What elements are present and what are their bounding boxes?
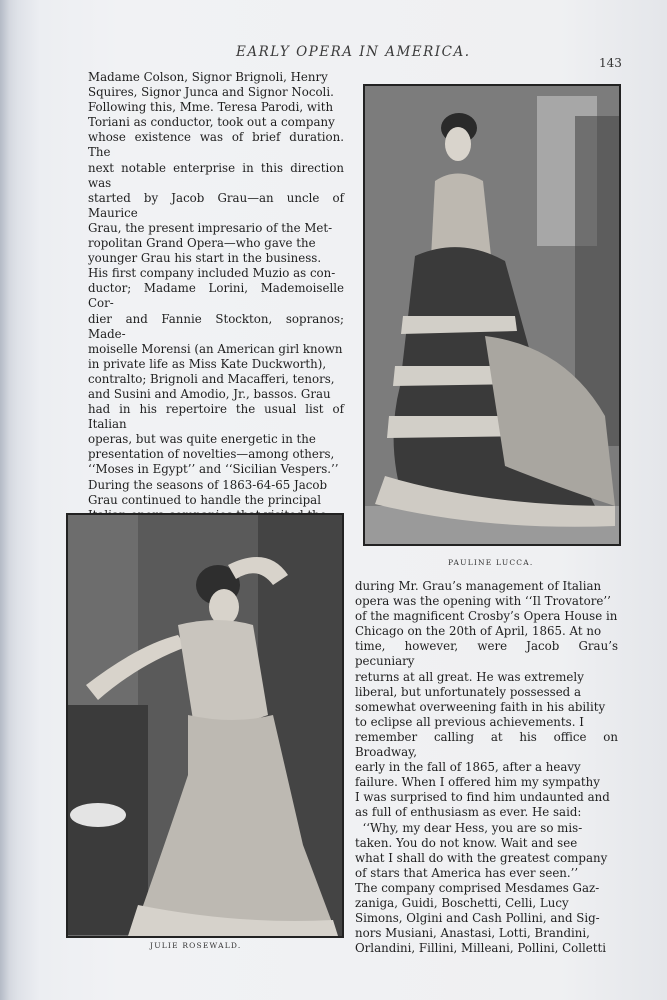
- text-line: During the seasons of 1863-64-65 Jacob: [88, 477, 328, 492]
- text-line: taken. You do not know. Wait and see: [355, 835, 578, 850]
- text-line: early in the fall of 1865, after a heavy: [355, 760, 581, 775]
- portrait-photo-julie-rosewald: [66, 513, 344, 938]
- text-line: of the magnificent Crosby’s Opera House in: [355, 609, 618, 624]
- text-line: remember calling at his office on Broadway,: [355, 729, 618, 760]
- figure-caption-julie-rosewald: JULIE ROSEWALD.: [150, 941, 242, 950]
- portrait-photo-pauline-lucca: [363, 84, 621, 546]
- text-line: ductor; Madame Lorini, Mademoiselle Cor-: [88, 281, 344, 311]
- text-line: whose existence was of brief duration. The: [88, 130, 344, 160]
- text-line: presentation of novelties—among others,: [88, 447, 335, 462]
- text-line: ‘‘Moses in Egypt’’ and ‘‘Sicilian Vespers.’’: [88, 462, 339, 477]
- text-line: Toriani as conductor, took out a company: [88, 115, 335, 130]
- text-line: in private life as Miss Kate Duckworth),: [88, 356, 327, 371]
- right-column-text: [355, 579, 618, 956]
- text-line: liberal, but unfortunately possessed a: [355, 684, 582, 699]
- running-title: EARLY OPERA IN AMERICA.: [236, 44, 471, 60]
- text-line: Madame Colson, Signor Brignoli, Henry: [88, 70, 328, 84]
- text-line: started by Jacob Grau—an uncle of Maurice: [88, 190, 344, 220]
- portrait-illustration: [68, 515, 342, 936]
- portrait-illustration: [365, 86, 619, 544]
- text-line: moiselle Morensi (an American girl known: [88, 341, 343, 356]
- text-line: Squires, Signor Junca and Signor Nocoli.: [88, 85, 334, 100]
- text-line: Simons, Olgini and Cash Pollini, and Sig-: [355, 911, 600, 926]
- text-line: Orlandini, Fillini, Milleani, Pollini, Colletti: [355, 941, 607, 956]
- text-line: as full of enthusiasm as ever. He said:: [355, 805, 582, 820]
- text-line: and Susini and Amodio, Jr., bassos. Grau: [88, 386, 331, 401]
- text-line: had in his repertoire the usual list of Italian: [88, 402, 344, 432]
- text-line: what I shall do with the greatest company: [355, 850, 608, 865]
- text-line: somewhat overweening faith in his ability: [355, 699, 606, 714]
- text-line: I was surprised to find him undaunted and: [355, 790, 610, 805]
- text-line: zaniga, Guidi, Boschetti, Celli, Lucy: [355, 895, 569, 910]
- text-line: of stars that America has ever seen.’’: [355, 865, 579, 880]
- text-line: Chicago on the 20th of April, 1865. At no: [355, 624, 602, 639]
- left-column-text: [88, 70, 344, 583]
- text-line: The company comprised Mesdames Gaz-: [355, 880, 600, 895]
- book-spine-shadow: [0, 0, 10, 1000]
- text-line: operas, but was quite energetic in the: [88, 432, 316, 447]
- text-line: returns at all great. He was extremely: [355, 669, 584, 684]
- text-line: ‘‘Why, my dear Hess, you are so mis-: [355, 820, 583, 835]
- text-line: contralto; Brignoli and Macafferi, tenors,: [88, 371, 335, 386]
- text-line: failure. When I offered him my sympathy: [355, 775, 600, 790]
- text-line: Grau, the present impresario of the Met-: [88, 220, 333, 235]
- text-line: His first company included Muzio as con-: [88, 266, 336, 281]
- text-line: Grau continued to handle the principal: [88, 492, 321, 507]
- text-line: dier and Fannie Stockton, sopranos; Made-: [88, 311, 344, 341]
- text-line: during Mr. Grau’s management of Italian: [355, 579, 602, 593]
- text-line: opera was the opening with ‘‘Il Trovatore’’: [355, 594, 611, 609]
- text-line: time, however, were Jacob Grau’s pecuniary: [355, 639, 618, 669]
- text-line: to eclipse all previous achievements. I: [355, 714, 584, 729]
- text-line: nors Musiani, Anastasi, Lotti, Brandini,: [355, 926, 590, 941]
- page-number: 143: [599, 56, 622, 70]
- text-line: Following this, Mme. Teresa Parodi, with: [88, 100, 334, 115]
- figure-caption-pauline-lucca: PAULINE LUCCA.: [448, 558, 534, 567]
- text-line: younger Grau his start in the business.: [88, 251, 322, 266]
- text-line: ropolitan Grand Opera—who gave the: [88, 236, 316, 251]
- text-line: next notable enterprise in this direction was: [88, 160, 344, 190]
